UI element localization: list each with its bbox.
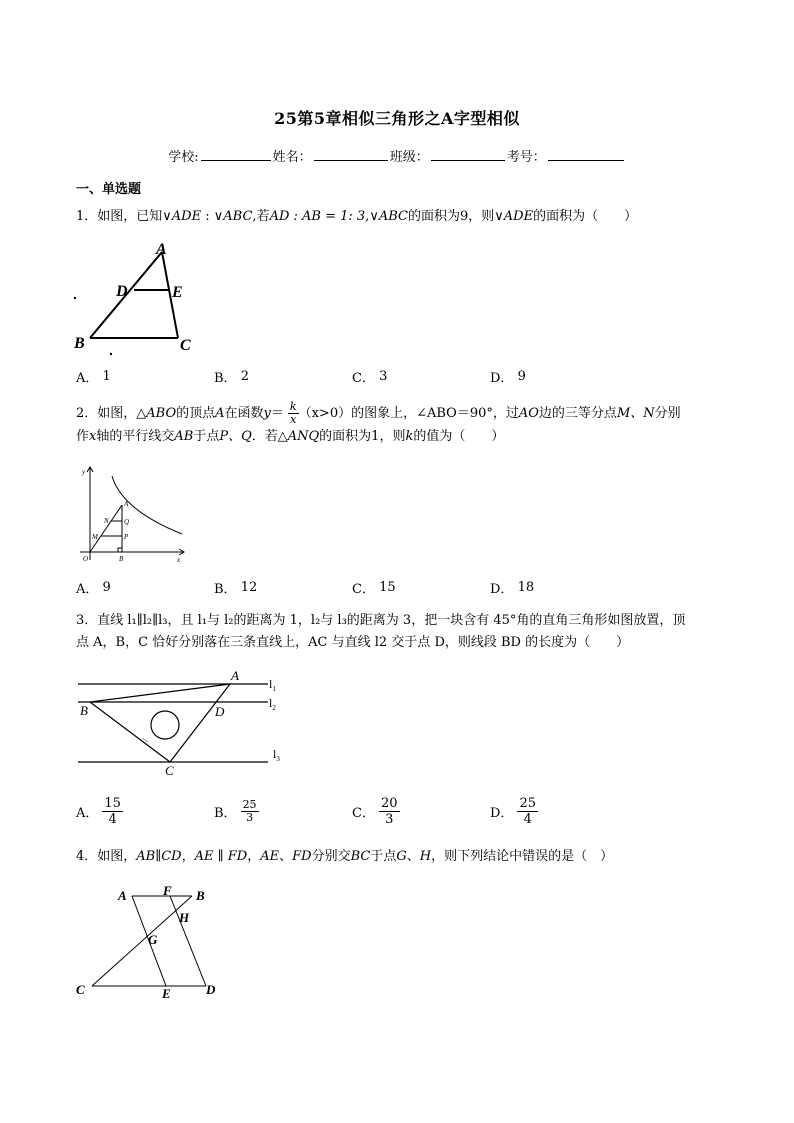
label-b: B [74,335,85,352]
label-f: F [163,883,172,898]
class-label: 班级： [389,150,429,165]
axis-x-label: x [177,556,181,564]
option-c[interactable]: C． 15 [352,580,396,597]
label-n: N [104,517,109,525]
option-d[interactable]: D． 18 [490,580,535,597]
name-label: 姓名： [272,150,312,165]
label-l3: $l_3$ [273,747,280,763]
question-3-options [76,796,628,827]
option-b[interactable]: B． 2 [214,369,249,386]
option-c[interactable]: C． 3 [352,369,388,386]
option-d[interactable]: D． 9 [490,369,526,386]
right-triangle-abc [90,684,230,762]
question-4-stem: 4．如图，AB∥CD，AE ∥ FD，AE、FD分别交BC于点G、H，则下列结论中错误的是（ ） [76,849,614,864]
question-1-figure [70,240,210,358]
label-a: A [124,500,129,508]
question-4-figure [72,880,232,1004]
option-b[interactable]: B． 12 [214,580,258,597]
exam-no-label: 考号： [506,150,546,165]
label-c: C [76,982,85,997]
school-label: 学校: [168,150,199,165]
label-d: D [206,982,216,997]
label-p: P [124,533,129,541]
name-blank[interactable] [314,148,388,161]
question-3-stem: 3．直线 l₁∥l₂∥l₃，且 l₁与 l₂的距离为 1，l₂与 l₃的距离为 3，把一块含有 45°角的直角三角形如图放置，顶 点 A，B，C 恰好分别落在三条直线上，AC 与直线 l2 交于点 D，则线段 BD 的长度为（ ） [76,613,686,650]
label-b: B [80,703,88,718]
label-g: G [148,932,158,947]
school-blank[interactable] [201,148,271,161]
label-e: E [172,284,183,301]
segment-bc [92,896,192,986]
page-title: 25第5章相似三角形之A字型相似 [274,109,520,128]
label-c: C [180,337,191,354]
label-d: D [116,283,128,300]
option-a[interactable]: A． 1 [76,369,111,386]
question-2-figure [72,464,188,568]
label-a: A [156,241,167,258]
circle-shape [151,711,179,739]
label-o: O [83,555,89,563]
label-l2: $l_2$ [269,696,276,712]
label-h: H [179,910,190,925]
question-2-options [76,578,628,597]
label-a: A [118,888,127,903]
section-heading: 一、单选题 [76,182,142,197]
label-b: B [119,555,124,563]
function-fraction: $\frac{k}{x}$ [289,400,297,426]
option-d[interactable]: D． $\frac{25}{4}$ [490,796,536,827]
question-1-options [76,367,628,386]
label-m: M [92,533,98,541]
axis-y-label: y [82,468,86,476]
question-3-figure [76,668,296,780]
triangle-abc [90,252,178,338]
question-1-stem: 1．如图，已知∨ADE : ∨ABC,若AD : AB = 1: 3,∨ABC的面积为9，则∨ADE的面积为（ ） [76,209,638,224]
option-b[interactable]: B． $\frac{25}{3}$ [214,798,257,824]
label-e: E [162,986,171,1001]
label-b: B [196,888,205,903]
label-a: A [231,668,239,683]
label-d: D [215,704,225,719]
student-info-line [0,146,794,165]
exam-no-blank[interactable] [548,148,624,161]
option-a[interactable]: A． $\frac{15}{4}$ [76,796,121,827]
option-a[interactable]: A． 9 [76,580,111,597]
label-l1: $l_1$ [269,677,276,693]
option-c[interactable]: C． $\frac{20}{3}$ [352,796,398,827]
label-q: Q [124,518,130,526]
class-blank[interactable] [431,148,505,161]
question-2-stem: 2．如图，△ABO的顶点A在函数y＝ $\frac{k}{x}$ （x>0）的图象上，∠ABO＝90°，过AO边的三等分点M、N分别 作x轴的平行线交AB于点P、Q．若△ANQ的面积为1，则k的值为（ ） [76,400,681,444]
label-c: C [165,763,174,778]
